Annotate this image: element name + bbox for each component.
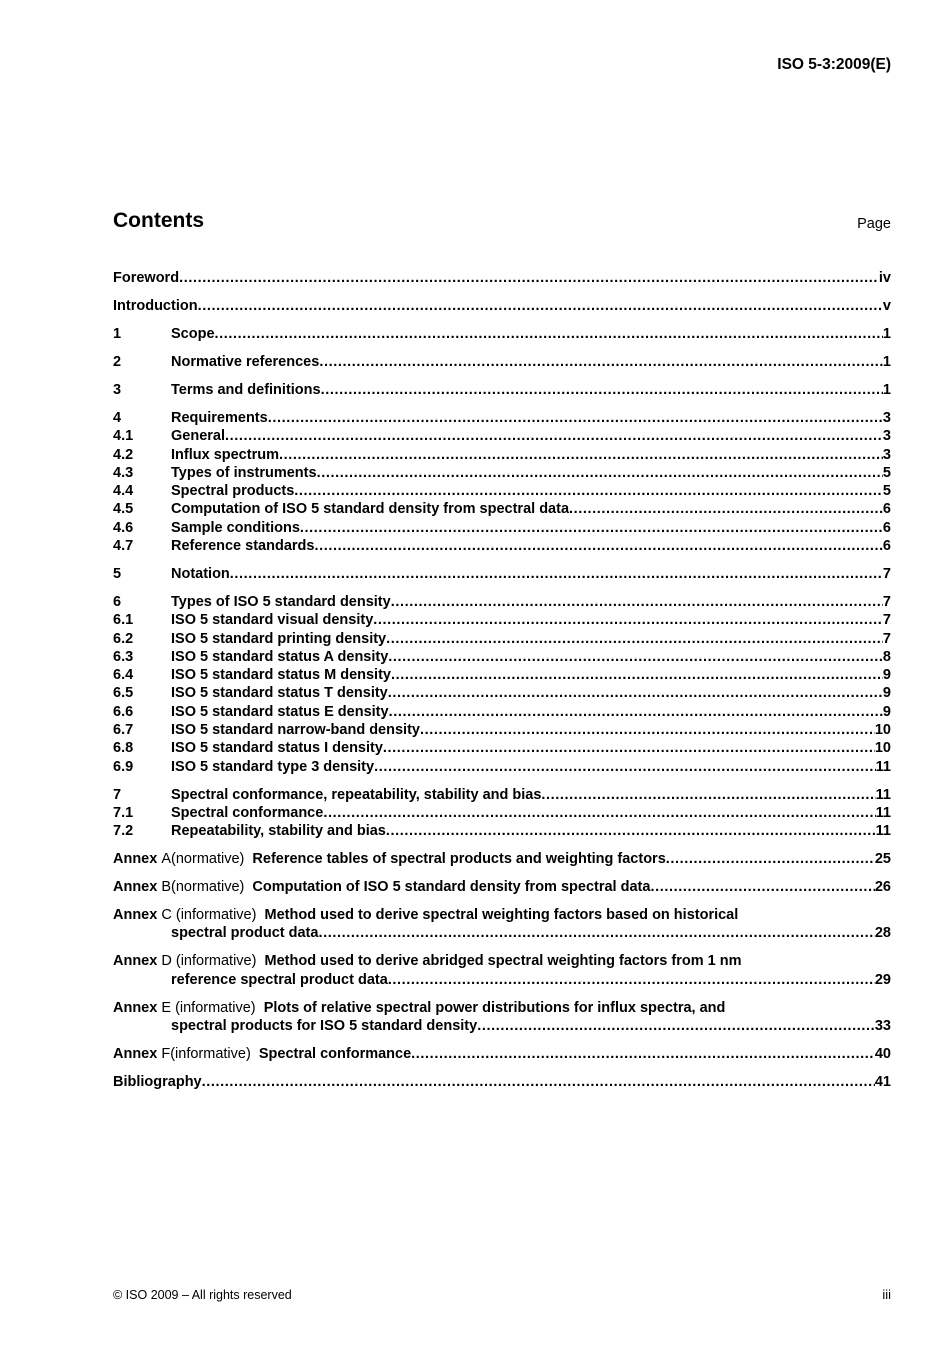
toc-entry[interactable] [113,353,891,371]
toc-entry-title: Sample conditions [171,519,300,536]
toc-annex-entry[interactable] [113,1045,891,1063]
toc-entry[interactable] [113,381,891,399]
toc-entry-number: 4 [113,409,122,426]
annex-title: Reference tables of spectral products and weighting factors [252,851,666,868]
toc-entry[interactable] [113,482,891,500]
toc-entry-title: ISO 5 standard status T density [171,685,388,702]
toc-entry-title: Types of ISO 5 standard density [171,593,391,610]
toc-entry-title: Scope [171,325,215,342]
annex-word: Annex [113,907,158,924]
toc-entry-title: ISO 5 standard narrow-band density [171,722,420,739]
toc-entry-page: 1 [882,381,891,398]
annex-type: (informative) [175,999,256,1016]
toc-entry-number: 3 [113,381,122,398]
annex-word: Annex [113,879,158,896]
toc-entry[interactable] [113,593,891,611]
dot-leader [411,1045,875,1063]
toc-entry[interactable] [113,822,891,840]
toc-entry-page: 25 [874,851,891,868]
toc-entry-page: 9 [882,685,891,702]
toc-entry-number: 6.3 [113,648,134,665]
annex-title: Method used to derive spectral weighting factors based on historical [264,907,739,924]
toc-entry[interactable] [113,630,891,648]
toc-entry-title: ISO 5 standard status E density [171,703,389,720]
annex-letter: E [161,999,172,1016]
toc-annex-entry[interactable] [113,878,891,896]
toc-entry-page: 7 [882,612,891,629]
annex-heading-line [113,906,891,924]
toc-entry-number: 6.1 [113,612,134,629]
table-of-contents [113,269,891,1091]
toc-entry-title: Spectral conformance, repeatability, stability and bias [171,786,542,803]
toc-entry-number: 4.4 [113,483,134,500]
annex-letter: B [161,879,172,896]
annex-letter: F [161,1046,171,1063]
toc-entry-page: 3 [882,409,891,426]
dot-leader [650,878,874,896]
toc-entry-title: Reference standards [171,538,315,554]
toc-entry[interactable] [113,611,891,629]
toc-entry[interactable] [113,409,891,427]
dot-leader [391,666,883,684]
toc-entry-page: 3 [882,446,891,463]
page-column-label: Page [857,216,891,232]
toc-entry-title: Notation [171,565,230,582]
toc-entry-number: 4.2 [113,446,134,463]
toc-entry-title: ISO 5 standard printing density [171,630,387,647]
toc-entry-page: 3 [882,428,891,445]
dot-leader [230,565,883,583]
annex-word: Annex [113,1046,158,1063]
dot-leader [300,519,883,537]
dot-leader [202,1073,875,1091]
toc-entry-number: 4.7 [113,538,134,554]
toc-entry[interactable] [113,269,891,287]
toc-entry-number: 6.4 [113,667,134,684]
toc-entry-page: iv [878,270,891,286]
annex-title-continued: spectral product data [171,925,319,942]
toc-annex-entry[interactable] [113,906,891,943]
dot-leader [388,971,875,989]
toc-entry-title: Influx spectrum [171,446,279,463]
toc-entry[interactable] [113,500,891,518]
annex-title: Computation of ISO 5 standard density from spectral data [252,879,651,896]
toc-entry[interactable] [113,446,891,464]
toc-entry-number: 6.5 [113,685,134,702]
toc-entry-page: 26 [874,879,891,896]
toc-entry-page: 11 [875,758,891,775]
toc-entry[interactable] [113,666,891,684]
toc-entry[interactable] [113,739,891,757]
toc-entry-title: ISO 5 standard visual density [171,612,374,629]
annex-letter: C [161,907,172,924]
dot-leader [198,297,883,315]
toc-entry-title: Normative references [171,353,320,370]
toc-entry-title: Types of instruments [171,464,317,481]
toc-entry[interactable] [113,786,891,804]
toc-entry-page: 29 [874,971,891,988]
toc-entry[interactable] [113,758,891,776]
toc-entry-page: 6 [882,501,891,518]
dot-leader [389,703,883,721]
toc-entry-number: 6.8 [113,740,134,757]
toc-entry-title: Repeatability, stability and bias [171,823,386,840]
annex-title: Plots of relative spectral power distributions for influx spectra, and [263,999,726,1016]
toc-annex-entry[interactable] [113,952,891,989]
annex-heading-line [113,999,891,1017]
toc-entry-number: 5 [113,565,122,582]
annex-label [113,1045,170,1063]
annex-type: (informative) [170,1046,251,1063]
toc-entry-page: 40 [874,1046,891,1063]
toc-entry-page: 9 [882,703,891,720]
dot-leader [391,593,883,611]
dot-leader [541,786,875,804]
toc-entry-page: 5 [882,464,891,481]
toc-entry[interactable] [113,648,891,666]
toc-entry-number: 7 [113,786,122,803]
annex-title-continued: spectral products for ISO 5 standard density [171,1018,478,1035]
toc-entry-title: Spectral conformance [171,804,324,821]
dot-leader [225,427,883,445]
dot-leader [386,822,876,840]
toc-entry-title: ISO 5 standard type 3 density [171,758,375,775]
annex-letter: A [161,851,172,868]
annex-heading-line [113,878,891,896]
dot-leader [477,1017,875,1035]
toc-annex-entry[interactable] [113,999,891,1036]
contents-heading: Contents [113,209,204,232]
toc-entry[interactable] [113,565,891,583]
toc-entry-page: 9 [882,667,891,684]
toc-entry-page: 7 [882,630,891,647]
dot-leader [215,325,883,343]
toc-entry[interactable] [113,721,891,739]
toc-entry-page: 7 [882,593,891,610]
toc-entry-page: 8 [882,648,891,665]
toc-entry-number: 7.1 [113,804,134,821]
toc-entry-page: 1 [882,325,891,342]
annex-title: Method used to derive abridged spectral weighting factors from 1 nm [264,953,742,970]
toc-entry[interactable] [113,537,891,555]
toc-entry-number: 2 [113,353,122,370]
annex-label [113,953,176,969]
page-number: iii [882,1287,891,1302]
toc-entry-page: 10 [874,722,891,739]
dot-leader [319,353,883,371]
toc-entry-title: Requirements [171,409,268,426]
annex-type: (informative) [175,907,257,924]
toc-entry-page: 5 [882,483,891,500]
toc-entry-number: 6.6 [113,703,134,720]
annex-heading-line [113,952,891,970]
toc-entry-number: 6 [113,593,122,610]
toc-entry-page: 11 [875,786,891,803]
dot-leader [179,269,879,287]
copyright-notice: © ISO 2009 – All rights reserved [113,1288,292,1302]
dot-leader [323,804,875,822]
toc-entry[interactable] [113,1073,891,1091]
annex-word: Annex [113,953,158,970]
toc-entry-page: 10 [874,740,891,757]
toc-entry[interactable] [113,297,891,315]
toc-entry[interactable] [113,804,891,822]
annex-type: (informative) [175,953,257,970]
toc-entry-number: 4.3 [113,464,134,481]
annex-continuation-line [113,971,891,989]
toc-entry-number: 6.9 [113,758,134,775]
annex-continuation-line [113,924,891,942]
dot-leader [420,721,875,739]
toc-entry[interactable] [113,325,891,343]
annex-title-continued: reference spectral product data [171,971,388,988]
toc-entry-title: ISO 5 standard status I density [171,740,383,757]
annex-label [113,850,171,868]
toc-entry[interactable] [113,703,891,721]
dot-leader [321,381,883,399]
dot-leader [383,739,875,757]
toc-entry-page: 1 [882,353,891,370]
toc-entry-page: 33 [874,1018,891,1035]
toc-entry[interactable] [113,684,891,702]
toc-entry-page: 7 [882,565,891,582]
annex-word: Annex [113,999,158,1016]
toc-entry-title: Spectral products [171,483,295,500]
dot-leader [279,446,883,464]
toc-entry-title: Introduction [113,297,198,314]
toc-entry-number: 4.5 [113,501,134,518]
toc-entry-title: Foreword [113,270,180,286]
toc-entry-page: 6 [882,538,891,554]
dot-leader [268,409,883,427]
annex-letter: D [161,953,172,970]
toc-entry-title: General [171,428,225,445]
annex-label [113,1000,175,1016]
dot-leader [374,758,876,776]
toc-entry[interactable] [113,464,891,482]
toc-entry-number: 6.2 [113,630,134,647]
toc-entry-page: 6 [882,519,891,536]
dot-leader [666,850,875,868]
annex-label [113,907,176,923]
toc-entry[interactable] [113,519,891,537]
toc-entry-page: 11 [875,823,891,840]
toc-entry-title: Terms and definitions [171,381,321,398]
annex-word: Annex [113,851,158,868]
annex-label [113,878,171,896]
toc-entry-page: v [882,297,891,314]
toc-entry-title: ISO 5 standard status M density [171,667,391,684]
annex-heading-line [113,1045,891,1063]
dot-leader [318,924,874,942]
toc-entry-title: Bibliography [113,1074,202,1090]
toc-entry-number: 7.2 [113,823,134,840]
toc-entry-number: 4.6 [113,519,134,536]
dot-leader [569,500,883,518]
toc-entry-number: 6.7 [113,722,134,739]
toc-entry-page: 28 [874,925,891,942]
dot-leader [294,482,883,500]
annex-type: (normative) [171,879,245,896]
dot-leader [388,684,883,702]
toc-entry-title: Computation of ISO 5 standard density from spectral data [171,501,570,518]
annex-title: Spectral conformance [258,1046,412,1063]
annex-continuation-line [113,1017,891,1035]
dot-leader [373,611,883,629]
dot-leader [317,464,883,482]
dot-leader [388,648,883,666]
toc-annex-entry[interactable] [113,850,891,868]
toc-entry-page: 41 [874,1074,891,1090]
annex-type: (normative) [171,851,245,868]
toc-entry-number: 4.1 [113,428,134,445]
annex-heading-line [113,850,891,868]
dot-leader [386,630,883,648]
toc-entry-page: 11 [875,804,891,821]
toc-entry-number: 1 [113,325,122,342]
toc-entry[interactable] [113,427,891,445]
dot-leader [314,537,882,555]
toc-entry-title: ISO 5 standard status A density [171,648,389,665]
document-id: ISO 5-3:2009(E) [777,56,891,73]
